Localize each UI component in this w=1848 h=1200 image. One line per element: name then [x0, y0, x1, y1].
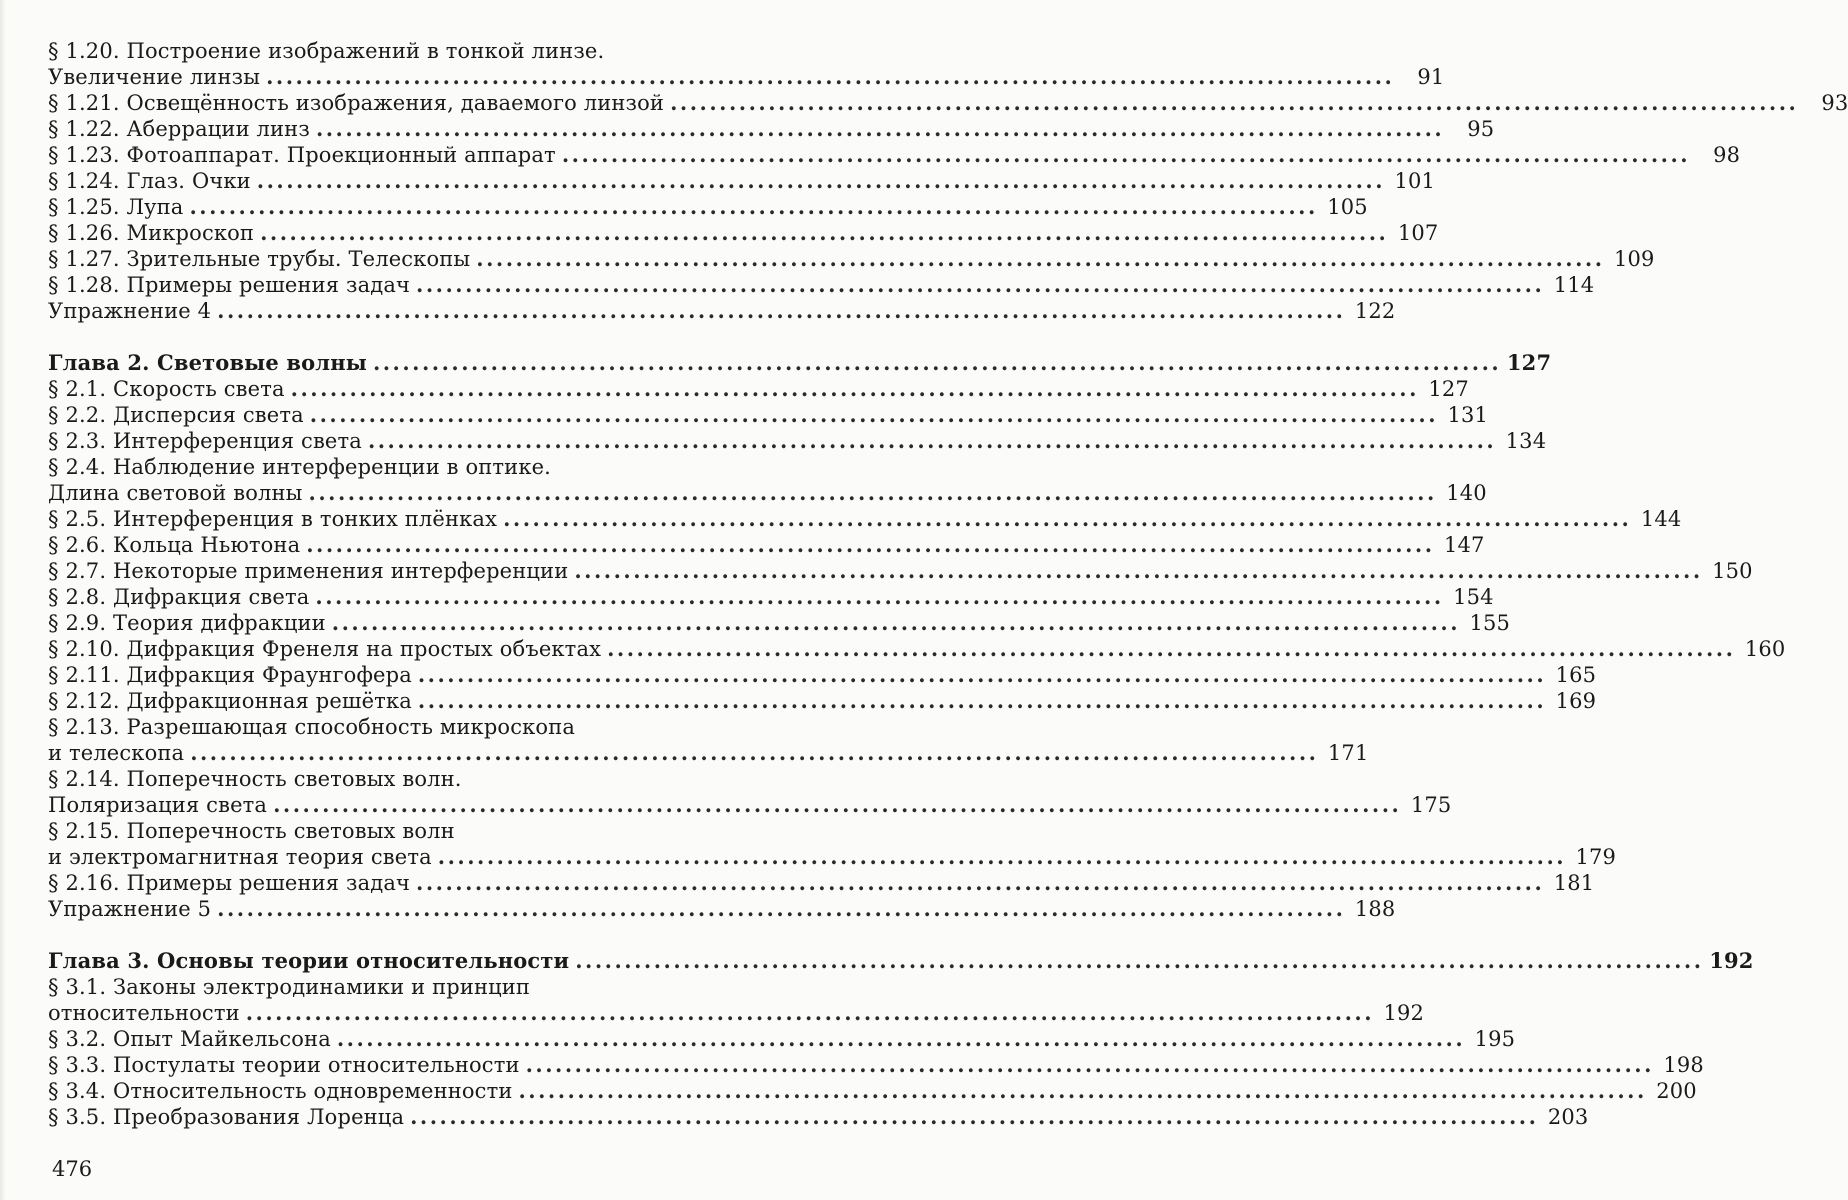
toc-entry-title: § 2.16. Примеры решения задач	[48, 871, 411, 895]
toc-entry-title: § 1.20. Построение изображений в тонкой линзе.	[48, 39, 605, 63]
toc-entry[interactable]	[48, 428, 1547, 454]
toc-page-number: 95	[1467, 117, 1495, 141]
toc-entry-title: § 1.27. Зрительные трубы. Телескопы	[48, 247, 471, 271]
toc-page-number: 203	[1547, 1105, 1589, 1129]
toc-entry-title: § 2.7. Некоторые применения интерференции	[48, 559, 569, 583]
dot-leader: ...................................................................................................................	[290, 376, 1419, 401]
dot-leader: ...................................................................................................................	[256, 168, 1386, 193]
toc-page-number: 122	[1354, 299, 1396, 323]
toc-page-number: 160	[1744, 637, 1786, 661]
toc-page-number: 101	[1394, 169, 1436, 193]
toc-page-number: 200	[1656, 1079, 1697, 1103]
toc-entry[interactable]	[48, 1052, 1704, 1078]
toc-entry-title: § 2.10. Дифракция Френеля на простых объектах	[48, 637, 602, 661]
toc-entry-line	[48, 636, 1786, 662]
toc-entry-title: § 1.23. Фотоаппарат. Проекционный аппарат	[48, 143, 556, 167]
toc-page-number: 144	[1640, 507, 1682, 531]
toc-page-number: 93	[1821, 91, 1848, 115]
dot-leader: ...................................................................................................................	[437, 844, 1567, 869]
toc-entry[interactable]	[48, 974, 1425, 1026]
toc-page-number: 169	[1555, 689, 1597, 713]
dot-leader: ...................................................................................................................	[367, 428, 1497, 453]
toc-entry-line	[48, 532, 1485, 558]
toc-page-number: 105	[1327, 195, 1368, 219]
toc-entry[interactable]	[48, 38, 1445, 90]
toc-page-number: 192	[1709, 948, 1754, 973]
toc-page-number: 165	[1555, 663, 1597, 687]
toc-entry-line	[48, 246, 1655, 272]
dot-leader: ...................................................................................................................	[217, 298, 1346, 323]
toc-page-number: 127	[1428, 377, 1469, 401]
toc-page-number: 114	[1553, 273, 1595, 297]
toc-entry-title: § 1.21. Освещённость изображения, даваемого линзой	[48, 91, 665, 115]
dot-leader: ...................................................................................................................	[306, 532, 1435, 557]
dot-leader: ...................................................................................................................	[308, 480, 1437, 505]
toc-page-number: 198	[1663, 1053, 1704, 1077]
toc-page-number: 171	[1327, 741, 1369, 765]
dot-leader: ...................................................................................................................	[410, 1104, 1539, 1129]
dot-leader: ...................................................................................................................	[336, 1026, 1466, 1051]
toc-entry[interactable]	[48, 116, 1495, 142]
toc-entry-title: Увеличение линзы	[48, 65, 261, 89]
toc-entry-title: Упражнение 4	[48, 299, 212, 323]
toc-entry[interactable]	[48, 454, 1487, 506]
toc-entry-title: § 2.6. Кольца Ньютона	[48, 533, 301, 557]
toc-entry-line	[48, 1000, 1425, 1026]
toc-page-number: 154	[1453, 585, 1494, 609]
toc-entry-title: § 2.4. Наблюдение интерференции в оптике.	[48, 455, 551, 479]
dot-leader: ...................................................................................................................	[416, 272, 1545, 297]
dot-leader: ...................................................................................................................	[245, 1000, 1375, 1025]
dot-leader: ...................................................................................................................	[273, 792, 1402, 817]
toc-entry-title: § 1.22. Аберрации линз	[48, 117, 310, 141]
toc-page-number: 107	[1397, 221, 1439, 245]
toc-page-number: 179	[1575, 845, 1617, 869]
toc-entry-line	[48, 896, 1396, 922]
toc-entry-title: § 2.2. Дисперсия света	[48, 403, 304, 427]
toc-entry[interactable]	[48, 376, 1469, 402]
toc-entry[interactable]	[48, 298, 1396, 324]
page-number: 476	[52, 1157, 93, 1181]
toc-entry-line	[48, 64, 1445, 90]
toc-entry[interactable]	[48, 818, 1617, 870]
toc-entry[interactable]	[48, 506, 1682, 532]
toc-entry-title: § 2.8. Дифракция света	[48, 585, 310, 609]
toc-entry-title: § 3.3. Постулаты теории относительности	[48, 1053, 520, 1077]
toc-entry-line	[48, 506, 1682, 532]
toc-entry-line	[48, 38, 860, 64]
toc-entry[interactable]	[48, 662, 1597, 688]
toc-entry-line	[48, 350, 1552, 376]
toc-entry[interactable]	[48, 1026, 1516, 1052]
toc-page-number: 134	[1505, 429, 1547, 453]
toc-entry-title: § 1.24. Глаз. Очки	[48, 169, 251, 193]
dot-leader: ...................................................................................................................	[315, 116, 1445, 141]
toc-entry-line	[48, 818, 860, 844]
dot-leader: ...................................................................................................................	[518, 1078, 1647, 1103]
toc-entry-line	[48, 272, 1595, 298]
toc-entry-title: § 3.2. Опыт Майкельсона	[48, 1027, 331, 1051]
toc-entry[interactable]	[48, 714, 1369, 766]
toc-entry-title: Глава 2. Световые волны	[48, 350, 367, 375]
toc-entry-line	[48, 1026, 1516, 1052]
toc-entry-title: и электромагнитная теория света	[48, 845, 432, 869]
dot-leader: ...................................................................................................................	[417, 688, 1547, 713]
dot-leader: ...................................................................................................................	[315, 584, 1444, 609]
toc-page-number: 140	[1446, 481, 1487, 505]
dot-leader: ...................................................................................................................	[525, 1052, 1654, 1077]
table-of-contents	[48, 38, 1848, 1130]
toc-entry[interactable]	[48, 272, 1595, 298]
toc-page-number: 150	[1712, 559, 1753, 583]
toc-entry-title: § 2.3. Интерференция света	[48, 429, 362, 453]
dot-leader: ...................................................................................................................	[476, 246, 1605, 271]
toc-entry-title: § 2.12. Дифракционная решётка	[48, 689, 412, 713]
toc-entry-line	[48, 558, 1753, 584]
toc-page-number: 192	[1383, 1001, 1425, 1025]
toc-entry-title: Длина световой волны	[48, 481, 303, 505]
toc-page-number: 109	[1614, 247, 1655, 271]
toc-page-number: 181	[1553, 871, 1595, 895]
toc-entry-line	[48, 792, 1452, 818]
dot-leader: ...................................................................................................................	[416, 870, 1545, 895]
toc-entry[interactable]	[48, 90, 1848, 116]
dot-leader: ...................................................................................................................	[189, 194, 1318, 219]
dot-leader: ...................................................................................................................	[607, 636, 1736, 661]
dot-leader: ...................................................................................................................	[503, 506, 1632, 531]
toc-entry-line	[48, 974, 860, 1000]
dot-leader: ...................................................................................................................	[309, 402, 1439, 427]
toc-entry[interactable]	[48, 688, 1597, 714]
toc-entry[interactable]	[48, 142, 1741, 168]
toc-entry-line	[48, 480, 1487, 506]
toc-entry-line	[48, 688, 1597, 714]
toc-page-number: 188	[1354, 897, 1396, 921]
toc-page-number: 91	[1417, 65, 1445, 89]
toc-entry-title: § 2.9. Теория дифракции	[48, 611, 326, 635]
dot-leader: ...................................................................................................................	[190, 740, 1319, 765]
toc-entry-title: относительности	[48, 1001, 240, 1025]
toc-entry-line	[48, 90, 1848, 116]
dot-leader: ...................................................................................................................	[561, 142, 1691, 167]
toc-entry-line	[48, 870, 1595, 896]
toc-entry-title: § 1.28. Примеры решения задач	[48, 273, 411, 297]
toc-entry-line	[48, 766, 860, 792]
toc-entry-title: § 2.13. Разрешающая способность микроскопа	[48, 715, 576, 739]
toc-entry-title: Упражнение 5	[48, 897, 212, 921]
toc-page-number: 155	[1469, 611, 1511, 635]
toc-entry[interactable]	[48, 896, 1396, 922]
toc-entry-title: § 3.4. Относительность одновременности	[48, 1079, 513, 1103]
toc-entry[interactable]	[48, 636, 1786, 662]
toc-page-number: 131	[1447, 403, 1489, 427]
chapter-heading-entry[interactable]	[48, 350, 1552, 376]
toc-entry-line	[48, 194, 1368, 220]
toc-entry-line	[48, 740, 1369, 766]
toc-entry-title: § 1.26. Микроскоп	[48, 221, 255, 245]
page-edge	[0, 0, 6, 1200]
toc-entry[interactable]	[48, 870, 1595, 896]
toc-entry-title: § 2.1. Скорость света	[48, 377, 285, 401]
toc-entry-title: § 2.14. Поперечность световых волн.	[48, 767, 462, 791]
toc-entry[interactable]	[48, 610, 1511, 636]
chapter-heading-entry[interactable]	[48, 948, 1754, 974]
toc-entry-title: Поляризация света	[48, 793, 268, 817]
toc-entry[interactable]	[48, 1104, 1589, 1130]
toc-page-number: 98	[1713, 143, 1741, 167]
toc-entry-title: § 2.5. Интерференция в тонких плёнках	[48, 507, 498, 531]
toc-entry-line	[48, 662, 1597, 688]
toc-entry[interactable]	[48, 220, 1439, 246]
toc-entry[interactable]	[48, 1078, 1697, 1104]
toc-entry-line	[48, 610, 1511, 636]
toc-entry-title: § 2.15. Поперечность световых волн	[48, 819, 455, 843]
toc-entry-line	[48, 376, 1469, 402]
toc-entry-title: § 3.1. Законы электродинамики и принцип	[48, 975, 531, 999]
toc-entry-line	[48, 844, 1617, 870]
toc-entry-line	[48, 168, 1436, 194]
toc-entry[interactable]	[48, 532, 1485, 558]
toc-entry-line	[48, 428, 1547, 454]
toc-entry-title: § 2.11. Дифракция Фраунгофера	[48, 663, 412, 687]
toc-entry[interactable]	[48, 584, 1494, 610]
toc-entry-line	[48, 714, 860, 740]
toc-section	[48, 350, 1786, 922]
toc-entry[interactable]	[48, 766, 1452, 818]
toc-entry-title: Глава 3. Основы теории относительности	[48, 948, 570, 973]
toc-entry[interactable]	[48, 402, 1489, 428]
dot-leader: ...................................................................................................................	[266, 64, 1395, 89]
toc-entry[interactable]	[48, 246, 1655, 272]
toc-entry-line	[48, 1052, 1704, 1078]
toc-section	[48, 948, 1754, 1130]
toc-entry[interactable]	[48, 558, 1753, 584]
toc-entry-line	[48, 948, 1754, 974]
toc-entry[interactable]	[48, 168, 1436, 194]
dot-leader: ...................................................................................................................	[217, 896, 1346, 921]
toc-page-number: 147	[1443, 533, 1485, 557]
toc-section	[48, 38, 1848, 324]
toc-entry-title: § 1.25. Лупа	[48, 195, 184, 219]
dot-leader: ...................................................................................................................	[372, 350, 1502, 375]
dot-leader: ...................................................................................................................	[575, 948, 1704, 973]
toc-page-number: 175	[1410, 793, 1452, 817]
toc-entry-title: § 3.5. Преобразования Лоренца	[48, 1105, 405, 1129]
toc-entry-line	[48, 298, 1396, 324]
toc-entry-line	[48, 116, 1495, 142]
toc-page-number: 127	[1506, 350, 1552, 375]
toc-entry-title: и телескопа	[48, 741, 185, 765]
toc-page-number: 195	[1474, 1027, 1516, 1051]
dot-leader: ...................................................................................................................	[331, 610, 1461, 635]
toc-entry-line	[48, 1078, 1697, 1104]
toc-entry-line	[48, 142, 1741, 168]
toc-entry-line	[48, 1104, 1589, 1130]
toc-entry[interactable]	[48, 194, 1368, 220]
dot-leader: ...................................................................................................................	[417, 662, 1547, 687]
dot-leader: ...................................................................................................................	[574, 558, 1703, 583]
dot-leader: ...................................................................................................................	[670, 90, 1799, 115]
toc-entry-line	[48, 454, 860, 480]
toc-entry-line	[48, 402, 1489, 428]
dot-leader: ...................................................................................................................	[260, 220, 1389, 245]
toc-entry-line	[48, 584, 1494, 610]
toc-entry-line	[48, 220, 1439, 246]
